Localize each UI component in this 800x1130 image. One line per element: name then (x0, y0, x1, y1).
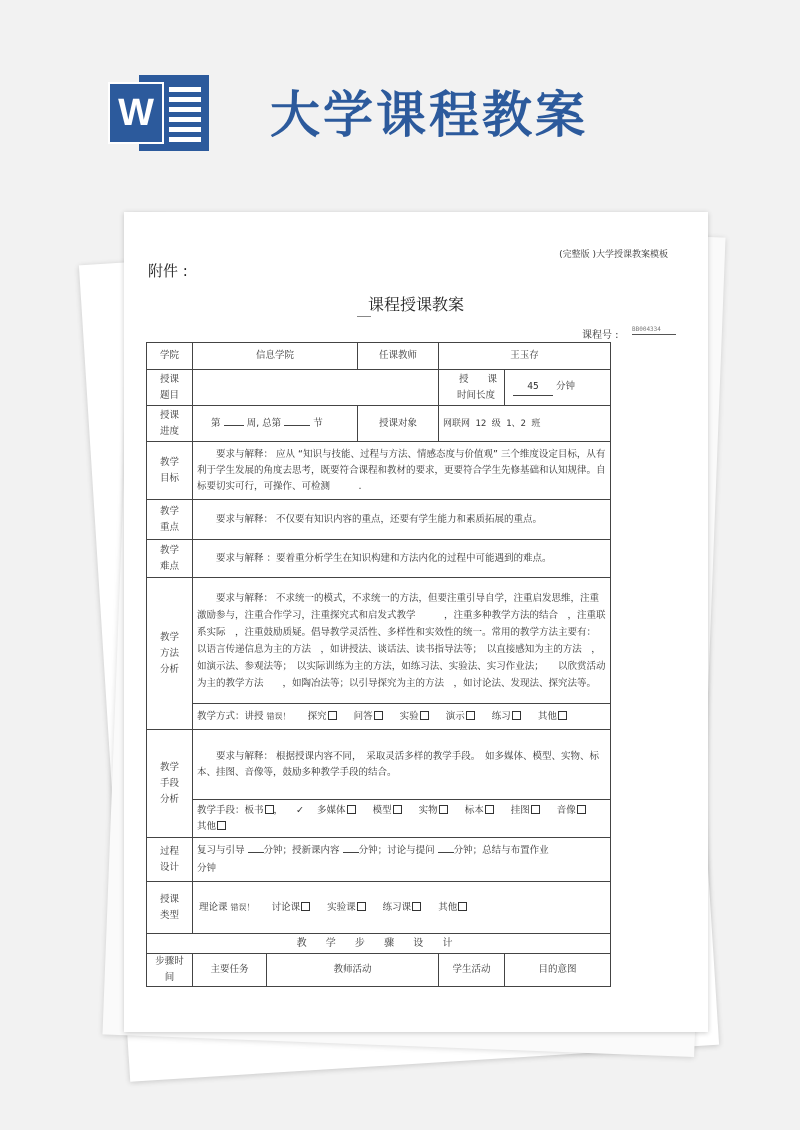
objectives-label-b: 目标 (159, 472, 179, 484)
means-av-label: 音像 (556, 804, 576, 816)
steps-title: 教 学 步 骤 设 计 (147, 934, 611, 954)
means-chart[interactable] (511, 805, 540, 816)
means-specimen-label: 标本 (464, 804, 484, 816)
week-middle: 周, 总第 (246, 417, 282, 429)
key-points-text: 要求与解释： 不仅要有知识内容的重点，还要有学生能力和素质拓展的重点。 (193, 500, 611, 540)
means-av-checkbox[interactable] (577, 805, 586, 814)
means-av[interactable] (557, 805, 586, 816)
difficulties-label (147, 540, 193, 578)
attachment-label: 附件 : (148, 262, 188, 280)
week-suffix: 节 (313, 417, 323, 429)
row-topic (147, 370, 611, 406)
key-points-label-a: 教学 (159, 505, 179, 517)
type-other-label: 其他 (438, 901, 458, 913)
means-object-label: 实物 (418, 804, 438, 816)
type-theory-label: 理论课 (199, 901, 228, 913)
process-label (147, 838, 193, 882)
means-object-checkbox[interactable] (439, 805, 448, 814)
means-other[interactable] (197, 821, 226, 832)
lesson-plan-table (146, 342, 611, 987)
row-process (147, 838, 611, 882)
progress-value (193, 406, 358, 442)
title-rule (357, 316, 371, 317)
means-object[interactable] (419, 805, 448, 816)
type-other[interactable] (438, 902, 467, 913)
type-error-text: 错误！ (230, 902, 255, 912)
means-specimen[interactable] (465, 805, 494, 816)
means-specimen-checkbox[interactable] (485, 805, 494, 814)
course-no-value: BB004334 (632, 326, 676, 335)
means-multimedia-label: 多媒体 (317, 804, 346, 816)
option-other-label: 其他 (537, 710, 557, 722)
means-other-checkbox[interactable] (217, 821, 226, 830)
option-inquiry-checkbox[interactable] (328, 711, 337, 720)
methods-error-text: 错误！ (266, 711, 291, 721)
type-discussion-label: 讨论课 (271, 901, 301, 913)
topic-label-b: 题目 (159, 389, 179, 401)
row-college (147, 343, 611, 370)
option-practice-label: 练习 (491, 710, 511, 722)
option-experiment[interactable] (400, 711, 429, 722)
row-objectives (147, 442, 611, 500)
objectives-text: 要求与解释： 应从 “知识与技能、过程与方法、情感态度与价值观” 三个维度设定目标，从有利于学生发展的角度去思考，既要符合课程和教材的要求，更要符合学生先修基础和认知规律。自标要切实可行，可操作、可检测 . (193, 442, 611, 500)
row-steps-title (147, 934, 611, 954)
row-methods (147, 578, 611, 704)
key-points-label-b: 重点 (159, 521, 179, 533)
means-model-label: 模型 (372, 804, 392, 816)
type-exercise-checkbox[interactable] (412, 902, 421, 911)
process-label-a: 过程 (159, 845, 179, 857)
topic-value[interactable] (193, 370, 439, 406)
option-experiment-checkbox[interactable] (420, 711, 429, 720)
option-inquiry-label: 探究 (307, 710, 327, 722)
process-new-blank[interactable] (343, 852, 359, 853)
type-other-checkbox[interactable] (458, 902, 467, 911)
progress-label-a: 授课 (159, 409, 179, 421)
teacher-value: 王玉存 (439, 343, 611, 370)
process-label-b: 设计 (159, 861, 179, 873)
means-options-label: 教学手段：板书 (197, 804, 264, 816)
row-progress (147, 406, 611, 442)
option-qa-label: 问答 (353, 710, 373, 722)
week-prefix: 第 (211, 417, 221, 429)
key-points-label (147, 500, 193, 540)
process-summary-unit: 分钟 (197, 862, 217, 874)
duration-value (505, 370, 611, 406)
week-blank[interactable] (224, 425, 244, 426)
type-exercise[interactable] (383, 902, 422, 913)
means-label-a: 教学 (159, 761, 179, 773)
type-label-b: 类型 (159, 909, 179, 921)
process-discuss-blank[interactable] (438, 852, 454, 853)
minutes-unit: 分钟 (556, 381, 576, 392)
methods-options (193, 704, 611, 730)
type-discussion-checkbox[interactable] (301, 902, 310, 911)
row-difficulties (147, 540, 611, 578)
option-experiment-label: 实验 (399, 710, 419, 722)
row-type (147, 882, 611, 934)
topic-label-a: 授课 (159, 373, 179, 385)
row-means (147, 730, 611, 800)
means-model[interactable] (373, 805, 402, 816)
word-logo-icon (107, 71, 211, 155)
target-label: 授课对象 (358, 406, 439, 442)
methods-options-label: 教学方式：讲授 (197, 710, 264, 722)
steps-col-student: 学生活动 (439, 954, 505, 987)
means-text: 要求与解释： 根据授课内容不同， 采取灵活多样的教学手段。 如多媒体、模型、实物、标本、挂图、音像等，鼓励多种教学手段的结合。 (193, 730, 611, 800)
process-text (193, 838, 611, 882)
difficulties-text: 要求与解释 ：要着重分析学生在知识构建和方法内化的过程中可能遇到的难点。 (193, 540, 611, 578)
svg-text:W: W (118, 92, 154, 134)
process-discuss-label: 分钟；讨论与提问 (358, 844, 435, 856)
steps-col-purpose: 目的意图 (505, 954, 611, 987)
course-no-label: 课程号 : (582, 330, 619, 341)
steps-col-teacher: 教师活动 (267, 954, 439, 987)
option-demo[interactable] (446, 711, 475, 722)
difficulties-label-a: 教学 (159, 544, 179, 556)
row-methods-options (147, 704, 611, 730)
means-multimedia-checkbox[interactable] (347, 805, 356, 814)
row-means-options (147, 800, 611, 838)
option-practice[interactable] (492, 711, 521, 722)
process-summary-label: 分钟；总结与布置作业 (453, 844, 549, 856)
row-steps-columns (147, 954, 611, 987)
means-model-checkbox[interactable] (393, 805, 402, 814)
document-title: 课程授课教案 (367, 295, 464, 314)
objectives-label-a: 教学 (159, 456, 179, 468)
process-new-label: 分钟；授新课内容 (263, 844, 340, 856)
type-exercise-label: 练习课 (382, 901, 412, 913)
methods-label-b: 方法 (159, 647, 179, 659)
means-label (147, 730, 193, 838)
page-header-note: (完整版 )大学授课教案模板 (559, 250, 668, 260)
progress-label (147, 406, 193, 442)
process-review-label: 复习与引导 (197, 844, 245, 856)
means-chart-label: 挂图 (510, 804, 530, 816)
option-inquiry[interactable] (308, 711, 337, 722)
steps-col-time: 步骤时间 (147, 954, 193, 987)
target-value: 网联网 12 级 1、2 班 (439, 406, 611, 442)
session-blank[interactable] (284, 425, 310, 426)
college-value: 信息学院 (193, 343, 358, 370)
type-lab-label: 实验课 (327, 901, 356, 913)
option-practice-checkbox[interactable] (512, 711, 521, 720)
means-chart-checkbox[interactable] (531, 805, 540, 814)
type-discussion[interactable] (272, 902, 311, 913)
option-other[interactable] (538, 711, 567, 722)
progress-label-b: 进度 (159, 425, 179, 437)
type-lab-checkbox[interactable] (357, 902, 366, 911)
methods-label (147, 578, 193, 730)
steps-col-task: 主要任务 (193, 954, 267, 987)
type-label-a: 授课 (159, 893, 179, 905)
difficulties-label-b: 难点 (159, 560, 179, 572)
check-mark-icon: ✓ (296, 804, 305, 816)
objectives-label (147, 442, 193, 500)
duration-label (439, 370, 505, 406)
type-options (193, 882, 611, 934)
methods-label-c: 分析 (159, 663, 179, 675)
college-label: 学院 (147, 343, 193, 370)
duration-label-a: 授 课 (459, 373, 498, 385)
option-other-checkbox[interactable] (558, 711, 567, 720)
row-key-points (147, 500, 611, 540)
minutes-value[interactable]: 45 (513, 379, 553, 396)
means-other-label: 其他 (197, 820, 217, 832)
option-qa[interactable] (354, 711, 383, 722)
topic-label (147, 370, 193, 406)
document-page (124, 212, 708, 1032)
option-qa-checkbox[interactable] (374, 711, 383, 720)
board-checkbox[interactable] (265, 805, 274, 814)
option-demo-checkbox[interactable] (466, 711, 475, 720)
means-multimedia[interactable] (317, 805, 356, 816)
option-demo-label: 演示 (445, 710, 465, 722)
process-review-blank[interactable] (248, 852, 264, 853)
means-label-c: 分析 (159, 793, 179, 805)
means-label-b: 手段 (159, 777, 179, 789)
means-options: 教学手段：板书 ， ✓ 多媒体 模型 实物 标本 挂图 音像 其他 (193, 800, 611, 838)
duration-label-b: 时间长度 (457, 389, 496, 401)
methods-label-a: 教学 (159, 631, 179, 643)
type-label (147, 882, 193, 934)
methods-text: 要求与解释： 不求统一的模式，不求统一的方法，但要注重引导自学，注重启发思维，注重激励参与，注重合作学习，注重探究式和启发式教学 ，注重多种教学方法的结合 ，注重联系实际 ，注重鼓励质疑。倡导教学灵活性、多样性和实效性的统一。常用的教学方法主要有： 以语言传递信息为主的方法 ，如讲授法、谈话法、读书指导法等； 以直接感知为主的方法 ，如演示法、参观法等； 以实际训练为主的方法，如练习法、实验法、实习作业法； 以欣赏活动为主的教学方法 ，如陶冶法等；以引导探究为主的方法 ，如讨论法、发现法、探究法等。 (193, 578, 611, 704)
banner-title: 大学课程教案 (270, 86, 588, 144)
teacher-label: 任课教师 (358, 343, 439, 370)
type-lab[interactable] (327, 902, 366, 913)
